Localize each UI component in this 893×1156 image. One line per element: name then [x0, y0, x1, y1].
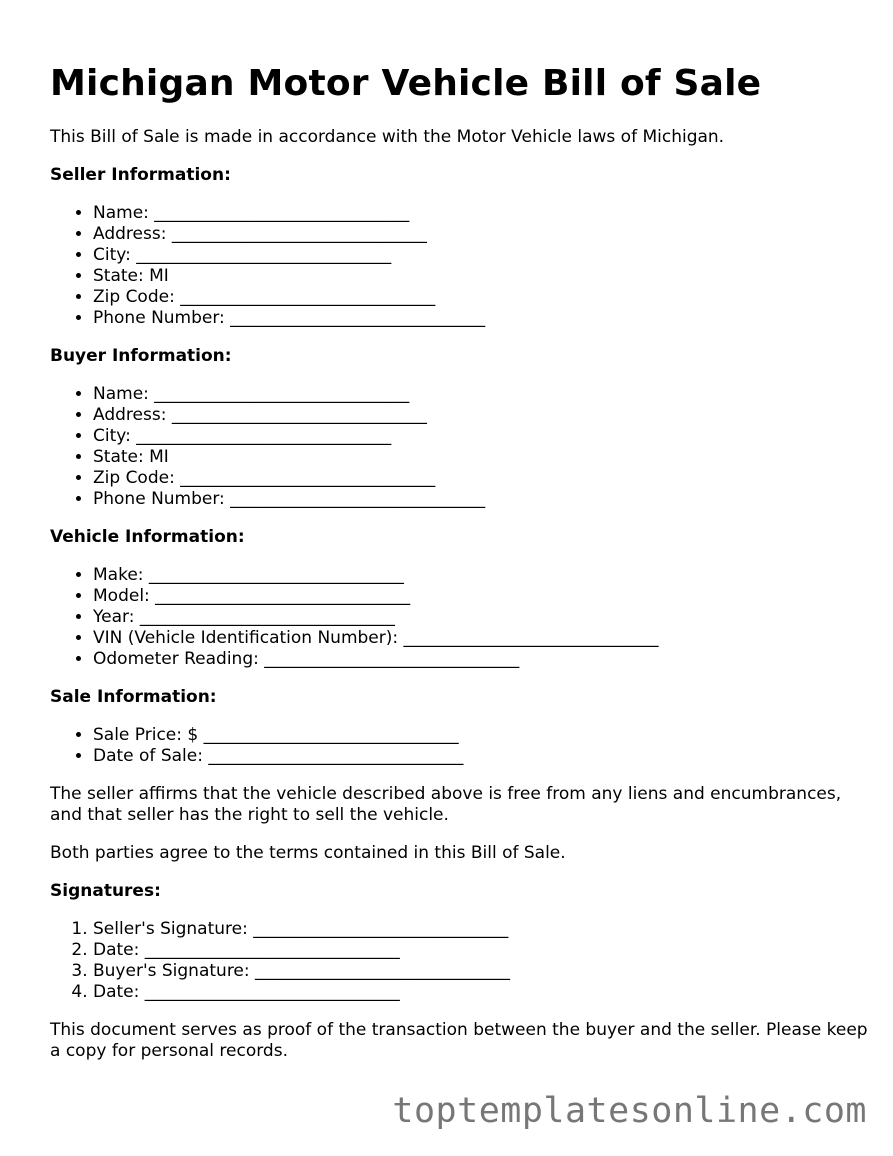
buyer-signature-field: 3. Buyer's Signature: ______________________________	[93, 961, 870, 982]
watermark: toptemplatesonline.com	[392, 1091, 867, 1131]
document-title: Michigan Motor Vehicle Bill of Sale	[50, 63, 762, 104]
buyer-address-field: • Address: ______________________________	[93, 405, 870, 426]
seller-signature-field: 1. Seller's Signature: ______________________________	[93, 919, 870, 940]
buyer-phone-field: • Phone Number: ______________________________	[93, 489, 870, 510]
buyer-zip-field: • Zip Code: ______________________________	[93, 468, 870, 489]
vehicle-year-field: • Year: ______________________________	[93, 607, 870, 628]
seller-signature-date-field: 2. Date: ______________________________	[93, 940, 870, 961]
buyer-name-field: • Name: ______________________________	[93, 384, 870, 405]
seller-zip-field: • Zip Code: ______________________________	[93, 287, 870, 308]
seller-address-field: • Address: ______________________________	[93, 224, 870, 245]
signatures-list	[50, 919, 870, 1003]
buyer-heading: Buyer Information:	[50, 346, 232, 366]
buyer-city-field: • City: ______________________________	[93, 426, 870, 447]
signatures-heading: Signatures:	[50, 881, 161, 901]
bill-of-sale-document	[50, 0, 870, 1062]
seller-list	[50, 203, 870, 329]
seller-heading: Seller Information:	[50, 165, 231, 185]
vehicle-odometer-field: • Odometer Reading: ______________________________	[93, 649, 870, 670]
agreement-paragraph: Both parties agree to the terms contained in this Bill of Sale.	[50, 843, 566, 863]
sale-date-field: • Date of Sale: ______________________________	[93, 746, 870, 767]
closing-paragraph: This document serves as proof of the transaction between the buyer and the seller. Please keep a copy for personal records.	[50, 1020, 868, 1061]
buyer-state-field: • State: MI	[93, 447, 870, 468]
intro-paragraph: This Bill of Sale is made in accordance with the Motor Vehicle laws of Michigan.	[50, 127, 725, 147]
seller-state-field: • State: MI	[93, 266, 870, 287]
seller-name-field: • Name: ______________________________	[93, 203, 870, 224]
seller-city-field: • City: ______________________________	[93, 245, 870, 266]
affirmation-paragraph: The seller affirms that the vehicle described above is free from any liens and encumbrances, and that seller has the right to sell the vehicle.	[50, 784, 842, 825]
sale-price-field: • Sale Price: $ ______________________________	[93, 725, 870, 746]
vehicle-list	[50, 565, 870, 670]
buyer-signature-date-field: 4. Date: ______________________________	[93, 982, 870, 1003]
vehicle-make-field: • Make: ______________________________	[93, 565, 870, 586]
seller-phone-field: • Phone Number: ______________________________	[93, 308, 870, 329]
vehicle-vin-field: • VIN (Vehicle Identification Number): ______________________________	[93, 628, 870, 649]
sale-heading: Sale Information:	[50, 687, 217, 707]
sale-list	[50, 725, 870, 767]
vehicle-heading: Vehicle Information:	[50, 527, 245, 547]
vehicle-model-field: • Model: ______________________________	[93, 586, 870, 607]
buyer-list	[50, 384, 870, 510]
